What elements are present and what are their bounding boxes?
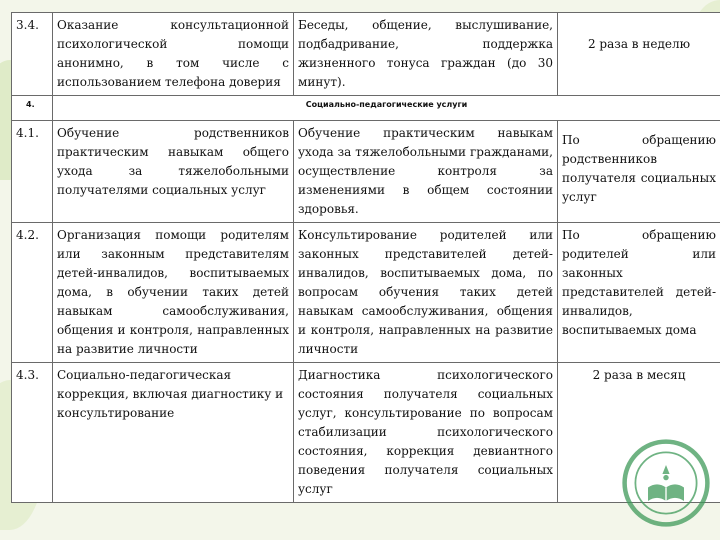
service-frequency: 2 раза в месяц (558, 363, 720, 503)
service-name: Социально-педагогическая коррекция, включая диагностику и консультирование (53, 363, 294, 503)
service-content: Беседы, общение, выслушивание, подбадривание, поддержка жизненного тонуса граждан (до 30 минут). (294, 13, 558, 96)
service-frequency: 2 раза в неделю (558, 13, 720, 96)
service-content: Диагностика психологического состояния получателя социальных услуг, консультирование по вопросам стабилизации психологического состояния, коррекция девиантного поведения получателя социальных услуг (294, 363, 558, 503)
emblem-seal-icon (621, 438, 711, 528)
section-title: Социально-педагогические услуги (53, 96, 720, 121)
table-row (12, 363, 720, 503)
service-name: Организация помощи родителям или законным представителям детей-инвалидов, воспитываемых дома, в обучении таких детей навыкам самообслуживания, общения и контроля, направленных на развитие личности (53, 223, 294, 363)
service-content: Обучение практическим навыкам ухода за тяжелобольными гражданами, осуществление контроля за изменениями в общем состоянии здоровья. (294, 121, 558, 223)
row-number: 4.3. (12, 363, 53, 503)
table-row (12, 13, 720, 96)
section-number: 4. (12, 96, 53, 121)
row-number: 3.4. (12, 13, 53, 96)
section-row (12, 96, 720, 121)
service-frequency: По обращению родственников получателя социальных услуг (558, 121, 720, 223)
row-number: 4.2. (12, 223, 53, 363)
service-frequency: По обращению родителей или законных представителей детей-инвалидов, воспитываемых дома (558, 223, 720, 363)
table-row (12, 223, 720, 363)
table-row (12, 121, 720, 223)
service-name: Обучение родственников практическим навыкам общего ухода за тяжелобольными получателями социальных услуг (53, 121, 294, 223)
services-table (11, 12, 720, 503)
service-name: Оказание консультационной психологической помощи анонимно, в том числе с использованием телефона доверия (53, 13, 294, 96)
row-number: 4.1. (12, 121, 53, 223)
service-content: Консультирование родителей или законных представителей детей-инвалидов, воспитываемых дома, по вопросам обучения таких детей навыкам самообслуживания, общения и контроля, направленных на развитие личности (294, 223, 558, 363)
